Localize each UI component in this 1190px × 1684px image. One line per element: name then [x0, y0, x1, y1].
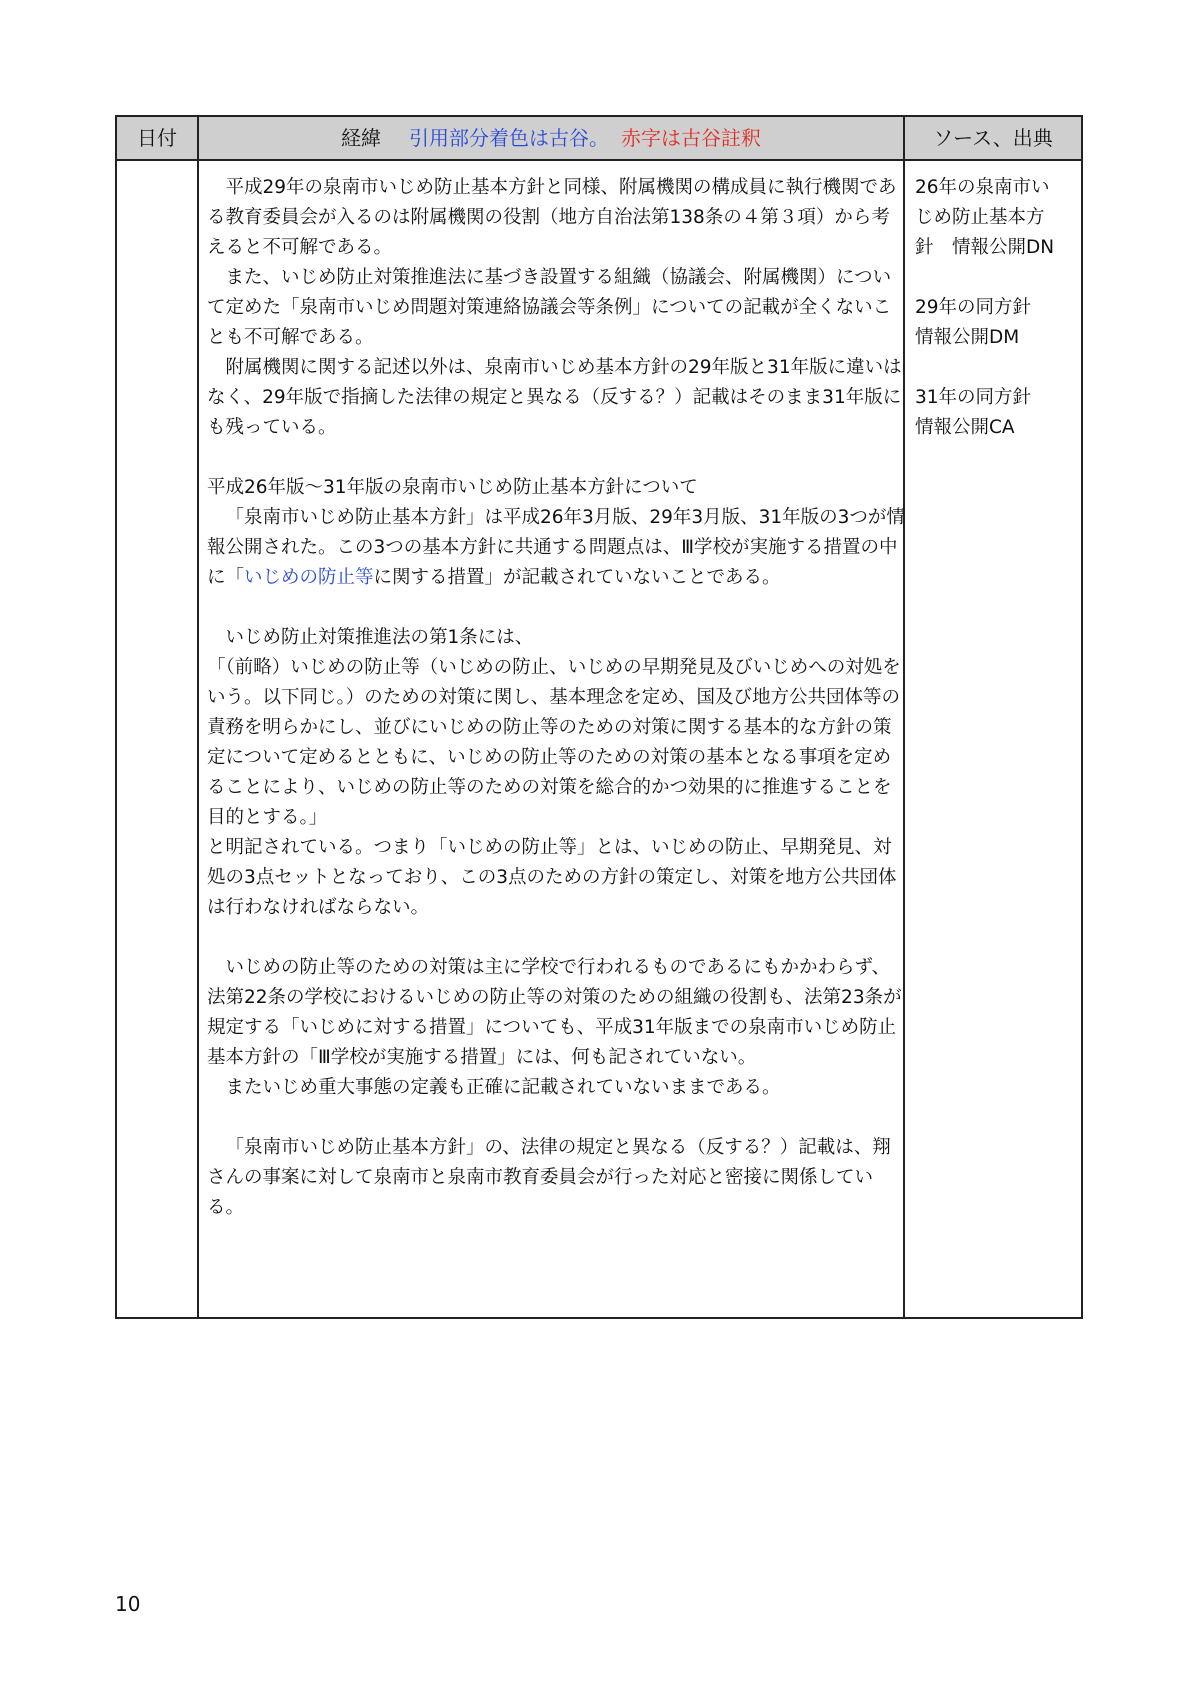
- header-date: 日付: [137, 126, 177, 150]
- paragraph: 平成29年の泉南市いじめ防止基本方針と同様、附属機関の構成員に執行機関である教育委員会が入るのは附属機関の役割（地方自治法第138条の４第３項）から考えると不可解である。: [207, 177, 897, 258]
- paragraph-text: 「泉南市いじめ防止基本方針」は平成26年3月版、29年3月版、31年版の3つが情報公開された。この3つの基本方針に共通する問題点は、Ⅲ学校が実施する措置の中に「: [207, 507, 905, 588]
- header-note-blue: 引用部分着色は古谷。: [409, 126, 609, 150]
- section-heading: 平成26年版〜31年版の泉南市いじめ防止基本方針について: [207, 477, 698, 498]
- history-table: [115, 115, 1083, 1319]
- table-header-row: [117, 117, 1081, 161]
- source-line: 針 情報公開DN: [915, 237, 1055, 258]
- course-cell: [207, 173, 907, 1223]
- column-divider-1: [197, 117, 199, 1317]
- quoted-term: いじめの防止等: [244, 567, 374, 588]
- header-course-label: 経緯: [341, 126, 381, 150]
- law-quote: 「（前略）いじめの防止等（いじめの防止、いじめの早期発見及びいじめへの対処をいう。以下同じ。）のための対策に関し、基本理念を定め、国及び地方公共団体等の責務を明らかにし、並びにいじめの防止等のための対策に関する基本的な方針の策定について定めるとともに、いじめの防止等のための対策の基本となる事項を定めることにより、いじめの防止等のための対策を総合的かつ効果的に推進することを目的とする。」: [207, 657, 901, 828]
- page-number: 10: [115, 1592, 141, 1616]
- paragraph: [207, 503, 907, 593]
- paragraph: また、いじめ防止対策推進法に基づき設置する組織（協議会、附属機関）について定めた「泉南市いじめ問題対策連絡協議会等条例」についての記載が全くないことも不可解である。: [207, 267, 892, 348]
- paragraph-text: に関する措置」が記載されていないことである。: [373, 567, 781, 588]
- paragraph: と明記されている。つまり「いじめの防止等」とは、いじめの防止、早期発見、対処の3点セットとなっており、この3点のための方針の策定し、対策を地方公共団体は行わなければならない。: [207, 837, 897, 918]
- paragraph: 「泉南市いじめ防止基本方針」の、法律の規定と異なる（反する？）記載は、翔さんの事案に対して泉南市と泉南市教育委員会が行った対応と密接に関係している。: [207, 1137, 891, 1218]
- source-line: 29年の同方針: [915, 297, 1032, 318]
- header-source: ソース、出典: [933, 126, 1053, 150]
- source-line: じめ防止基本方: [915, 207, 1045, 228]
- paragraph: またいじめ重大事態の定義も正確に記載されていないままである。: [225, 1077, 781, 1098]
- source-cell: [915, 173, 1075, 443]
- paragraph: 附属機関に関する記述以外は、泉南市いじめ基本方針の29年版と31年版に違いはなく、29年版で指摘した法律の規定と異なる（反する？）記載はそのまま31年版にも残っている。: [207, 357, 902, 438]
- paragraph: いじめの防止等のための対策は主に学校で行われるものであるにもかかわらず、法第22条の学校におけるいじめの防止等の対策のための組織の役割も、法第23条が規定する「いじめに対する措置」についても、平成31年版までの泉南市いじめ防止基本方針の「Ⅲ学校が実施する措置」には、何も記されていない。: [207, 957, 902, 1068]
- header-note-red: 赤字は古谷註釈: [621, 126, 761, 150]
- paragraph: いじめ防止対策推進法の第1条には、: [225, 627, 534, 648]
- source-line: 情報公開DM: [915, 327, 1020, 348]
- source-line: 31年の同方針: [915, 387, 1032, 408]
- source-line: 26年の泉南市い: [915, 177, 1050, 198]
- header-course: [199, 117, 903, 159]
- source-line: 情報公開CA: [915, 417, 1015, 438]
